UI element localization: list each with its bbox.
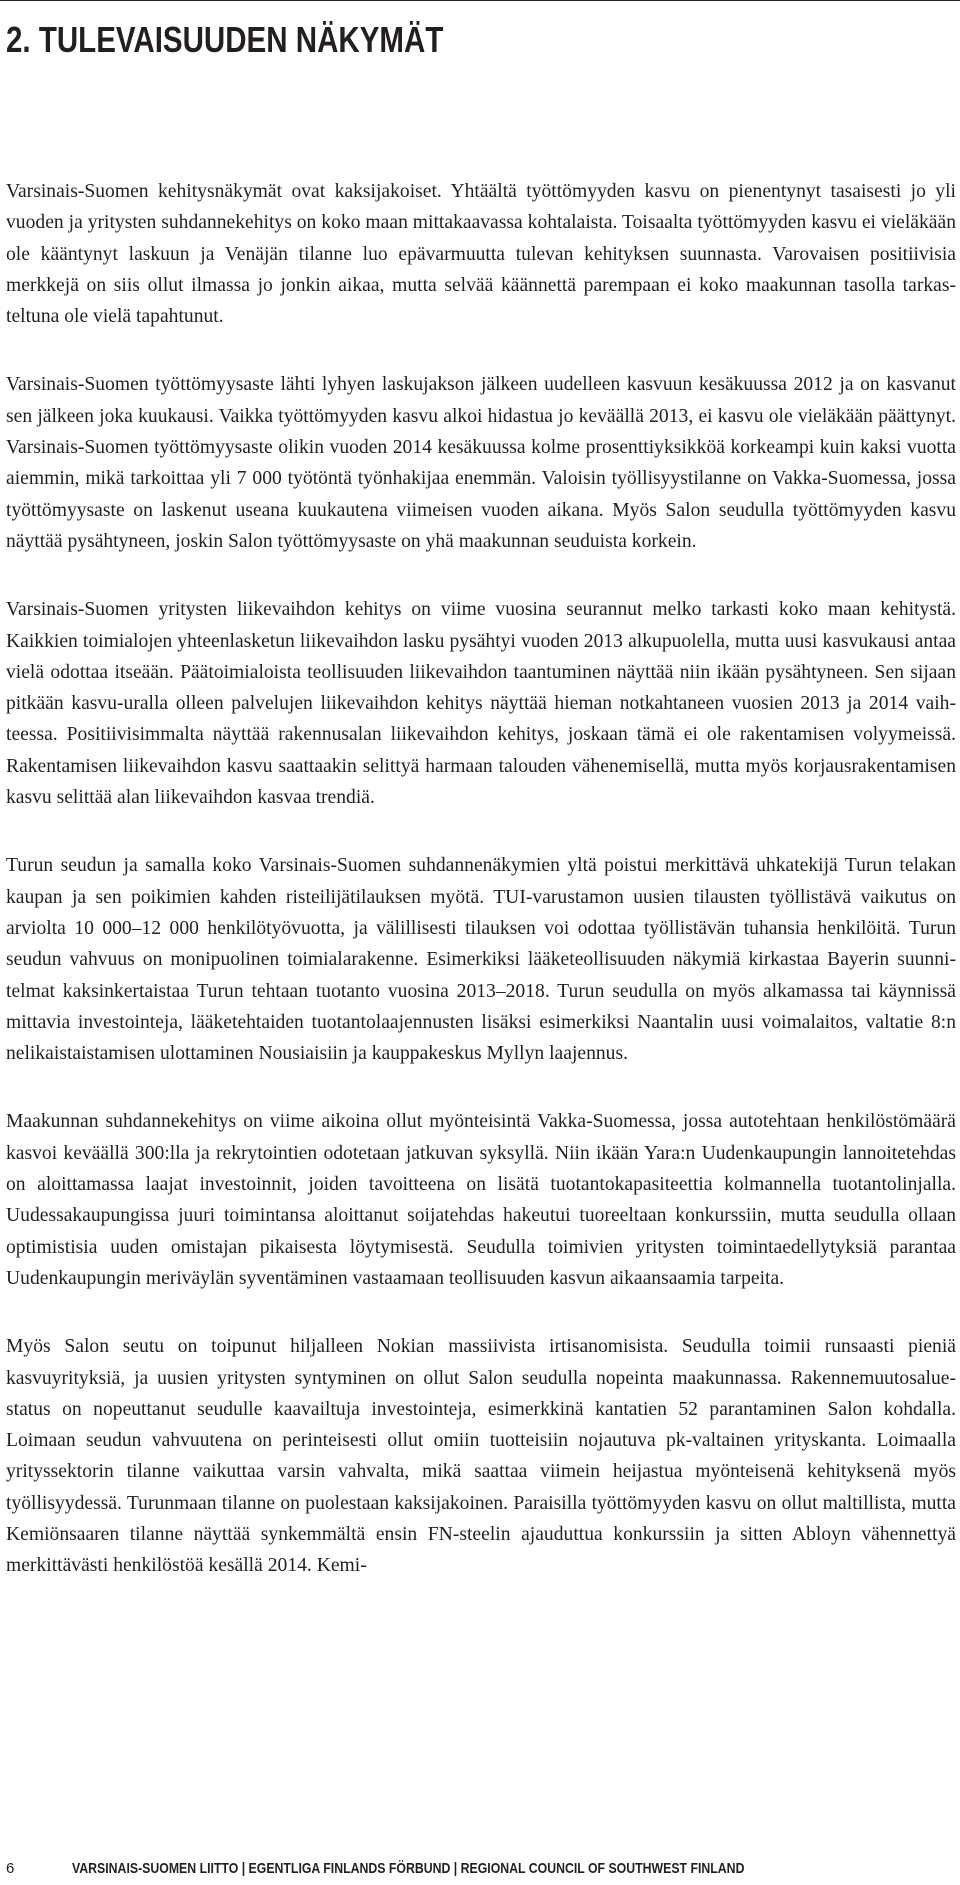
body-text: [6, 176, 956, 1619]
page-number: 6: [6, 1860, 15, 1877]
paragraph-3: Varsinais-Suomen yritysten liikevaihdon kehitys on viime vuosina seurannut melko tarkasti koko maan kehitystä. Kaikkien toimialojen yhteenlasketun liikevaihdon lasku pysähtyi vuoden 2013 alkupuolella, mutta uusi kasvukausi antaa vielä odottaa itseään. Päätoimialoista teollisuuden liikevaihdon taantuminen näyttää niin ikään pysähtyneen. Sen sijaan pitkään kasvu-uralla olleen palvelujen liikevaihdon kehitys näyttää hieman notkahtaneen vuosien 2013 ja 2014 vaihteessa. Positiivisimmalta näyttää rakennusalan liikevaihdon kehitys, joskaan tämä ei ole rakentamisen volyymeissä. Rakentamisen liikevaihdon kasvu saattaakin selittyä harmaan talouden vähenemisellä, mutta myös korjausrakentamisen kasvu selittää alan liikevaihdon kasvaa trendiä.: [6, 599, 956, 809]
paragraph-5: Maakunnan suhdannekehitys on viime aikoina ollut myönteisintä Vakka-Suomessa, jossa autotehtaan henkilöstömäärä kasvoi keväällä 300:lla ja rekrytointien odotetaan jatkuvan syksyllä. Niin ikään Yara:n Uudenkaupungin lannoitetehdas on aloittamassa laajat investoinnit, joiden tavoitteena on lisätä tuotantokapasiteettia kolmannella tuotantolinjalla. Uudessakaupungissa juuri toimintansa aloittanut soijatehdas hakeutui tuoreeltaan konkurssiin, mutta seudulla ollaan optimistisia uuden omistajan pikaisesta löytymisestä. Seudulla toimivien yritysten toimintaedellytyksiä parantaa Uudenkaupungin meriväylän syventäminen vastaamaan teollisuuden kasvun aikaansaamia tarpeita.: [6, 1111, 956, 1289]
paragraph-6: Myös Salon seutu on toipunut hiljalleen Nokian massiivista irtisanomisista. Seudulla toimii runsaasti pieniä kasvuyrityksiä, ja uusien yritysten syntyminen on ollut Salon seudulla nopeinta maakunnassa. Rakennemuutosalue-status on nopeuttanut seudulle kaavailtuja investointeja, esimerkkinä kantatien 52 parantaminen Salon kohdalla. Loimaan seudun vahvuutena on perinteisesti ollut omiin tuotteisiin nojautuva pk-valtainen yrityskanta. Loimaalla yrityssektorin tilanne vaikuttaa varsin vahvalta, mikä saattaa viimein heijastua myönteisenä kehityksenä myös työllisyydessä. Turunmaan tilanne on puolestaan kaksijakoinen. Paraisilla työttömyyden kasvu on ollut maltillista, mutta Kemiönsaaren tilanne näyttää synkemmältä ensin FN-steelin ajauduttua konkurssiin ja sitten Abloyn vähennettyä merkittävästi henkilöstöä kesällä 2014. Kemi-: [6, 1336, 956, 1577]
top-rule: [0, 0, 960, 1]
paragraph-1: Varsinais-Suomen kehitysnäkymät ovat kaksijakoiset. Yhtäältä työttömyyden kasvu on pienentynyt tasaisesti jo yli vuoden ja yritysten suhdannekehitys on koko maan mittakaavassa kohtalaista. Toisaalta työttömyyden kasvu ei vieläkään ole kääntynyt laskuun ja Venäjän tilanne luo epävarmuutta tulevan kehityksen suunnasta. Varovaisen positiivisia merkkejä on siis ollut ilmassa jo jonkin aikaa, mutta selvää käännettä parempaan ei koko maakunnan tasolla tarkasteltuna ole vielä tapahtunut.: [6, 181, 956, 328]
section-heading: 2. TULEVAISUUDEN NÄKYMÄT: [6, 19, 444, 60]
paragraph-4: Turun seudun ja samalla koko Varsinais-Suomen suhdannenäkymien yltä poistui merkittävä uhkatekijä Turun telakan kaupan ja sen poikimien kahden risteilijätilauksen myötä. TUI-varustamon uusien tilausten työllistävä vaikutus on arviolta 10 000–12 000 henkilötyövuotta, ja välillisesti tilauksen voi odottaa työllistävän tuhansia henkilöitä. Turun seudun vahvuus on monipuolinen toimialarakenne. Esimerkiksi lääketeollisuuden näkymiä kirkastaa Bayerin suunnitelmat kaksinkertaistaa Turun tehtaan tuotanto vuosina 2013–2018. Turun seudulla on myös alkamassa tai käynnissä mittavia investointeja, lääketehtaiden tuotantolaajennusten lisäksi esimerkiksi Naantalin uusi voimalaitos, valtatie 8:n nelikaistaistamisen ulottaminen Nousiaisiin ja kauppakeskus Myllyn laajennus.: [6, 855, 956, 1065]
paragraph-2: Varsinais-Suomen työttömyysaste lähti lyhyen laskujakson jälkeen uudelleen kasvuun kesäkuussa 2012 ja on kasvanut sen jälkeen joka kuukausi. Vaikka työttömyyden kasvu alkoi hidastua jo keväällä 2013, ei kasvu ole vieläkään päättynyt. Varsinais-Suomen työttömyysaste olikin vuoden 2014 kesäkuussa kolme prosenttiyksikköä korkeampi kuin kaksi vuotta aiemmin, mikä tarkoittaa yli 7 000 työtöntä työnhakijaa enemmän. Valoisin työllisyystilanne on Vakka-Suomessa, jossa työttömyysaste on laskenut useana kuukautena viimeisen vuoden aikana. Myös Salon seudulla työttömyyden kasvu näyttää pysähtyneen, joskin Salon työttömyysaste on yhä maakunnan seuduista korkein.: [6, 374, 956, 552]
footer-organization: VARSINAIS-SUOMEN LIITTO | EGENTLIGA FINLANDS FÖRBUND | REGIONAL COUNCIL OF SOUTHWEST FINLAND: [72, 1860, 745, 1877]
